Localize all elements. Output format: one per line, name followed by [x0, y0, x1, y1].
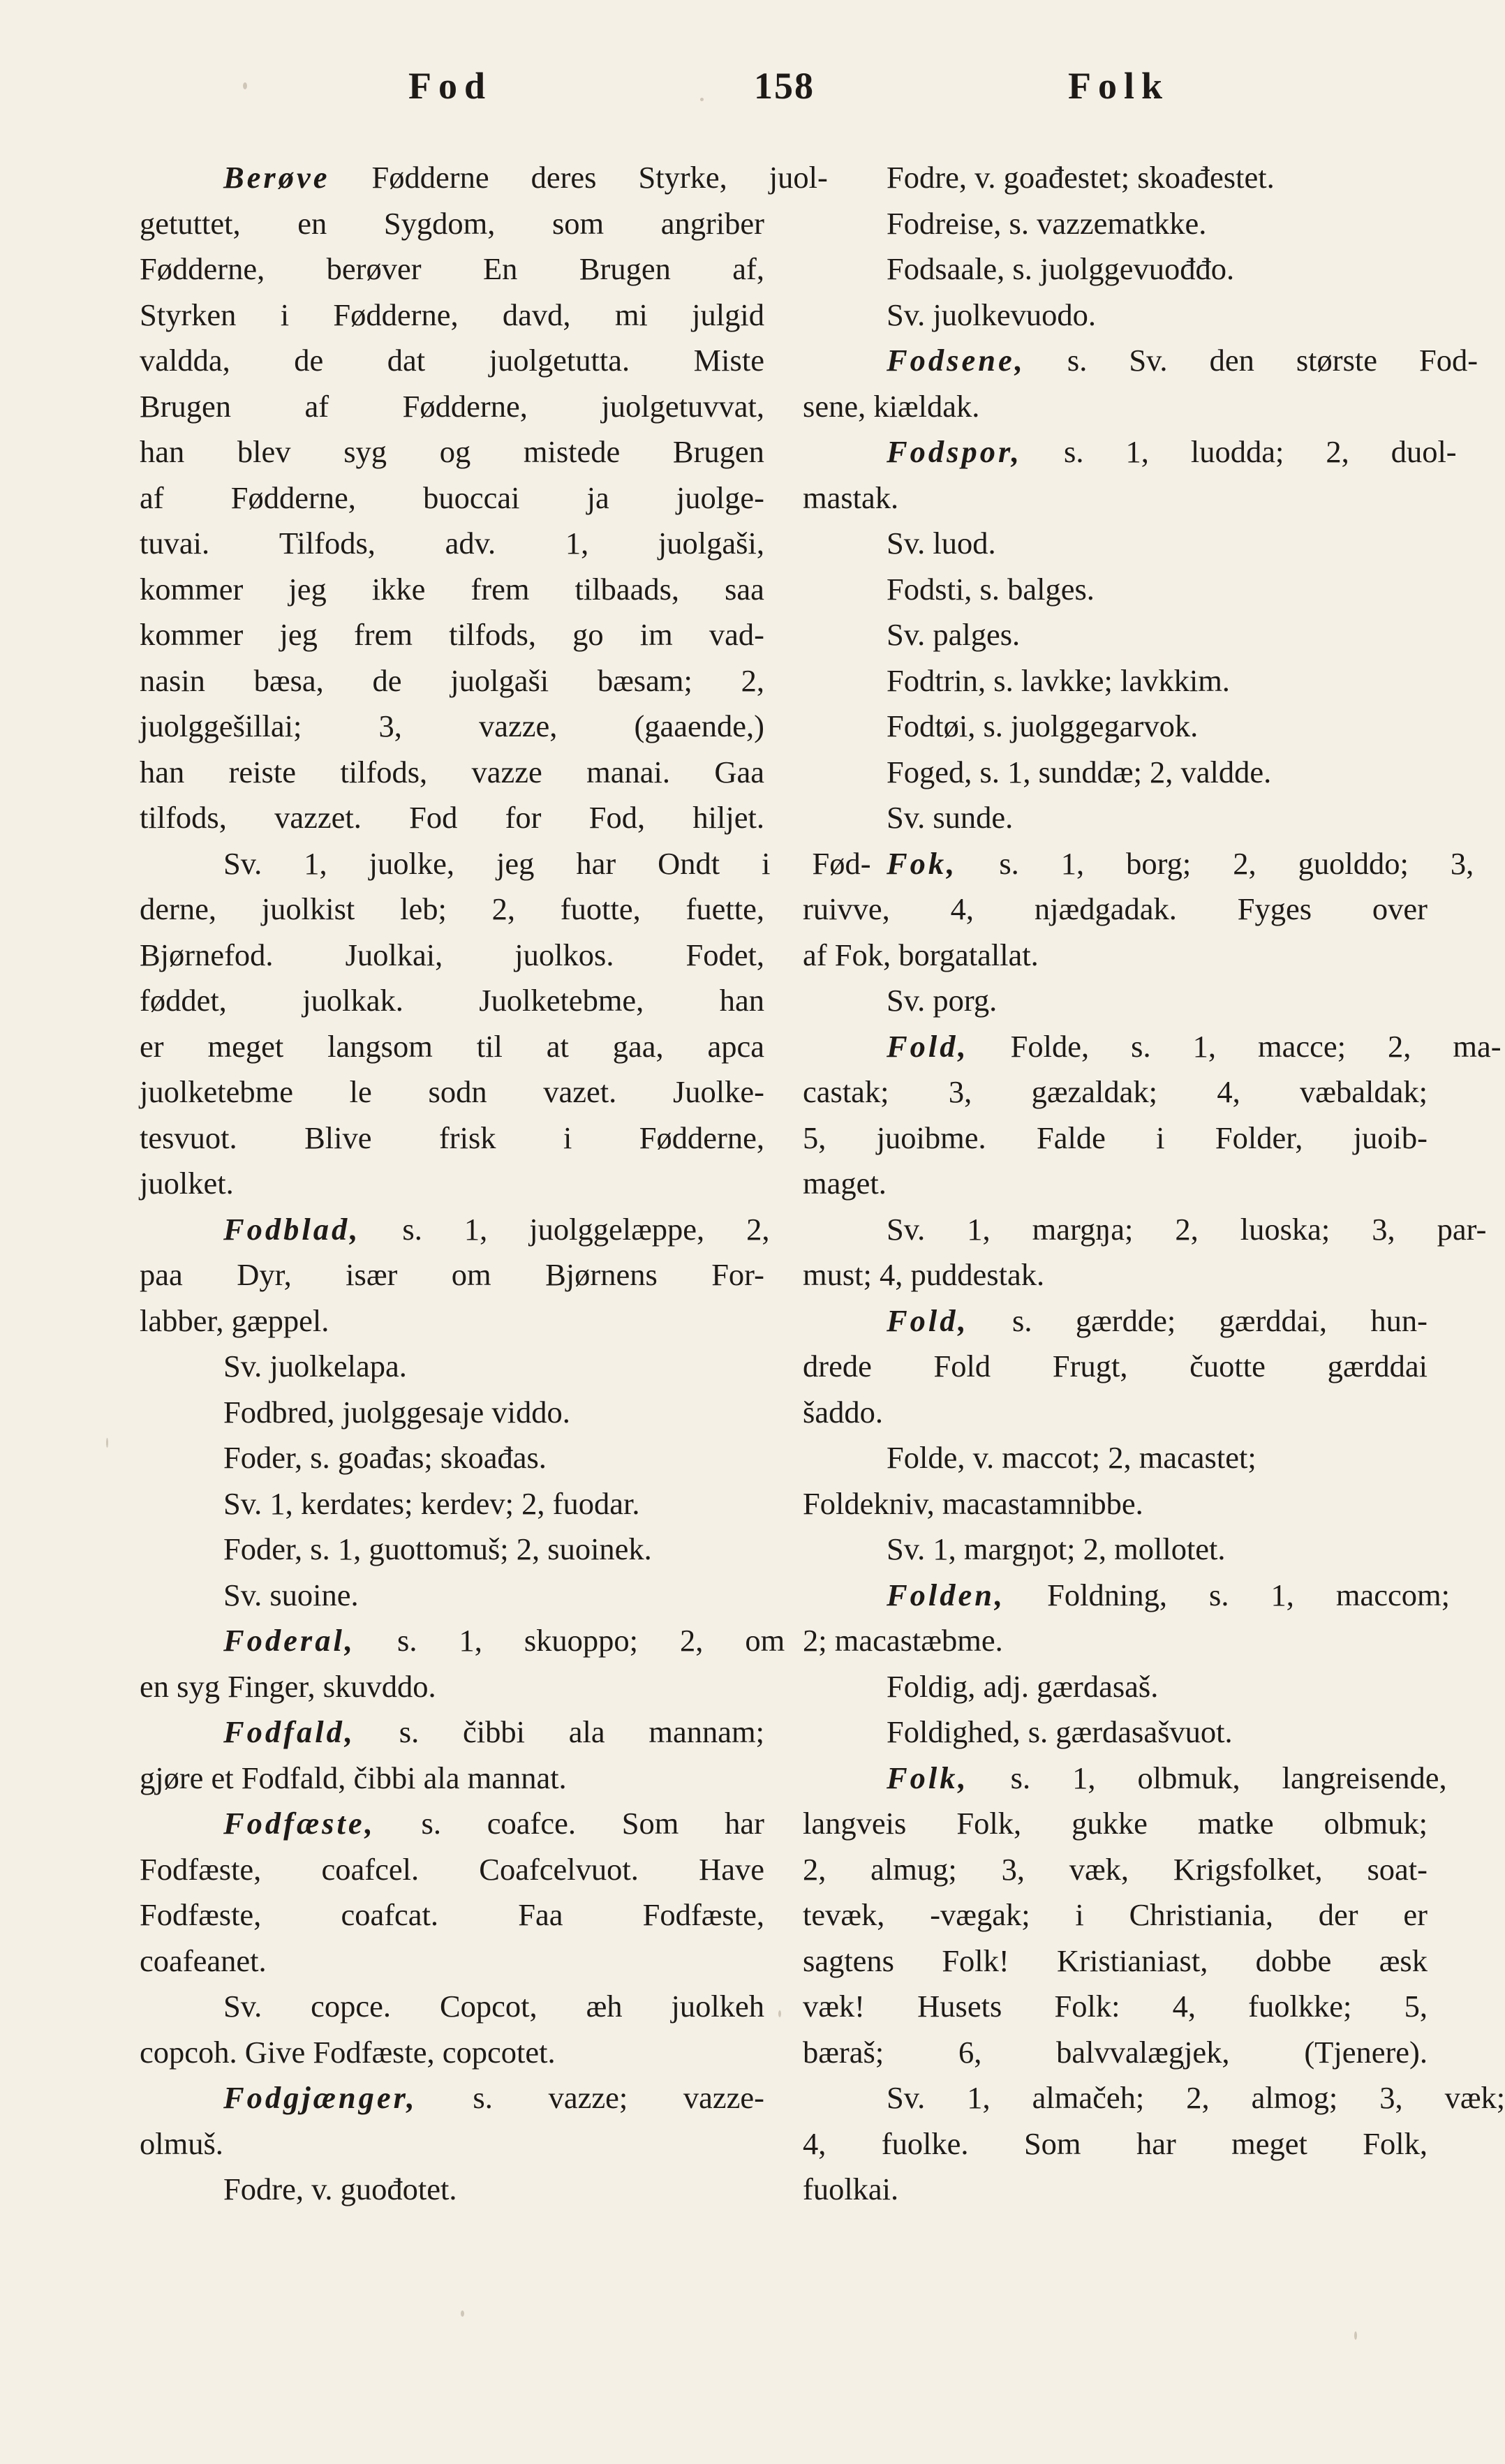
text-line: šaddo.: [803, 1394, 883, 1430]
text-line: juolket.: [140, 1166, 234, 1201]
text-line: Fodfæste, coafcel. Coafcelvuot. Have: [140, 1851, 764, 1887]
text-line: Sv. copce. Copcot, æh juolkeh: [223, 1989, 764, 2024]
text-line: han blev syg og mistede Brugen: [140, 434, 764, 469]
text-line: Sv. 1, margŋa; 2, luoska; 3, par-: [887, 1211, 1487, 1247]
text-line: han reiste tilfods, vazze manai. Gaa: [140, 754, 764, 789]
text-line: Fodre, v. goađestet; skoađestet.: [887, 160, 1275, 195]
text-line: kommer jeg ikke frem tilbaads, saa: [140, 571, 764, 607]
text-line: væk! Husets Folk: 4, fuolkke; 5,: [803, 1989, 1428, 2024]
text-line: derne, juolkist leb; 2, fuotte, fuette,: [140, 891, 764, 926]
text-line: Sv. luod.: [887, 526, 996, 561]
text-line: Fodreise, s. vazzematkke.: [887, 205, 1207, 241]
text-line: 5, juoibme. Falde i Folder, juoib-: [803, 1120, 1428, 1155]
text-line: tevæk, -vægak; i Christiania, der er: [803, 1897, 1428, 1932]
text-line: tuvai. Tilfods, adv. 1, juolgaši,: [140, 526, 764, 561]
text-line: Fodsaale, s. juolggevuođđo.: [887, 251, 1235, 286]
text-line: af Fødderne, buoccai ja juolge-: [140, 480, 764, 515]
text-line: getuttet, en Sygdom, som angriber: [140, 205, 764, 241]
text-line: Fodfald, s. čibbi ala mannam;: [223, 1714, 764, 1749]
text-line: Brugen af Fødderne, juolgetuvvat,: [140, 388, 764, 424]
text-line: must; 4, puddestak.: [803, 1257, 1045, 1292]
text-line: labber, gæppel.: [140, 1302, 329, 1338]
text-line: Sv. 1, almačeh; 2, almog; 3, væk;: [887, 2080, 1505, 2115]
text-line: Foder, s. 1, guottomuš; 2, suoinek.: [223, 1531, 652, 1566]
text-line: castak; 3, gæzaldak; 4, væbaldak;: [803, 1074, 1428, 1109]
text-line: juolketebme le sodn vazet. Juolke-: [140, 1074, 764, 1109]
text-line: Fodtrin, s. lavkke; lavkkim.: [887, 662, 1230, 698]
text-line: ruivve, 4, njædgadak. Fyges over: [803, 891, 1428, 926]
text-line: Foderal, s. 1, skuoppo; 2, om: [223, 1623, 785, 1658]
text-line: Fodbred, juolggesaje viddo.: [223, 1394, 570, 1430]
text-line: maget.: [803, 1166, 887, 1201]
text-line: Sv. suoine.: [223, 1577, 359, 1612]
text-line: Foged, s. 1, sunddæ; 2, valdde.: [887, 754, 1272, 789]
text-line: paa Dyr, især om Bjørnens For-: [140, 1257, 764, 1292]
text-line: føddet, juolkak. Juolketebme, han: [140, 983, 764, 1018]
text-line: Fold, s. gærdde; gærddai, hun-: [887, 1302, 1428, 1338]
text-line: Styrken i Fødderne, davd, mi julgid: [140, 297, 764, 332]
text-line: Foldighed, s. gærdasašvuot.: [887, 1714, 1233, 1749]
text-line: Fødderne, berøver En Brugen af,: [140, 251, 764, 286]
text-line: fuolkai.: [803, 2172, 899, 2206]
text-line: coafeanet.: [140, 1943, 267, 1978]
text-line: en syg Finger, skuvddo.: [140, 1668, 436, 1704]
text-line: Fok, s. 1, borg; 2, guolddo; 3,: [887, 845, 1474, 881]
text-line: Sv. sunde.: [887, 800, 1014, 835]
text-line: tesvuot. Blive frisk i Fødderne,: [140, 1120, 764, 1155]
text-line: sene, kiældak.: [803, 388, 980, 424]
text-line: Berøve Fødderne deres Styrke, juol-: [223, 160, 828, 195]
text-line: Fodfæste, coafcat. Faa Fodfæste,: [140, 1897, 764, 1932]
text-line: Fodfæste, s. coafce. Som har: [223, 1806, 764, 1841]
text-line: copcoh. Give Fodfæste, copcotet.: [140, 2034, 556, 2070]
right-column: [803, 155, 1505, 2213]
text-line: af Fok, borgatallat.: [803, 937, 1039, 972]
text-line: kommer jeg frem tilfods, go im vad-: [140, 617, 764, 652]
text-line: drede Fold Frugt, čuotte gærddai: [803, 1349, 1428, 1383]
header-left-guideword: Fod: [408, 65, 493, 107]
text-line: Folk, s. 1, olbmuk, langreisende,: [887, 1760, 1447, 1795]
text-line: er meget langsom til at gaa, apca: [140, 1028, 764, 1064]
text-line: Fold, Folde, s. 1, macce; 2, ma-: [887, 1028, 1502, 1064]
text-line: Fodspor, s. 1, luodda; 2, duol-: [887, 434, 1457, 469]
text-line: sagtens Folk! Kristianiast, dobbe æsk: [803, 1943, 1428, 1978]
text-line: Bjørnefod. Juolkai, juolkos. Fodet,: [140, 937, 764, 972]
text-line: Fodre, v. guođotet.: [223, 2172, 457, 2206]
page-header: [140, 64, 1337, 120]
text-line: Sv. porg.: [887, 983, 998, 1018]
text-line: Fodsti, s. balges.: [887, 571, 1095, 607]
text-line: Fodblad, s. 1, juolggelæppe, 2,: [223, 1211, 770, 1247]
text-line: Sv. 1, kerdates; kerdev; 2, fuodar.: [223, 1485, 640, 1521]
text-line: Folde, v. maccot; 2, macastet;: [887, 1440, 1256, 1475]
text-line: langveis Folk, gukke matke olbmuk;: [803, 1806, 1428, 1841]
text-line: mastak.: [803, 480, 899, 515]
text-line: 2, almug; 3, væk, Krigsfolket, soat-: [803, 1851, 1428, 1887]
text-line: Fodtøi, s. juolggegarvok.: [887, 708, 1199, 743]
text-line: tilfods, vazzet. Fod for Fod, hiljet.: [140, 800, 764, 835]
page-number: 158: [754, 65, 815, 107]
text-line: Foldekniv, macastamnibbe.: [803, 1485, 1143, 1521]
text-line: Fodgjænger, s. vazze; vazze-: [223, 2080, 764, 2115]
text-line: Sv. palges.: [887, 617, 1021, 652]
text-line: Sv. 1, margŋot; 2, mollotet.: [887, 1531, 1226, 1566]
text-line: 4, fuolke. Som har meget Folk,: [803, 2125, 1428, 2161]
text-line: 2; macastæbme.: [803, 1623, 1003, 1658]
text-line: Sv. 1, juolke, jeg har Ondt i Fød-: [223, 845, 871, 881]
text-line: Sv. juolkevuodo.: [887, 297, 1096, 332]
header-right-guideword: Folk: [1068, 65, 1170, 107]
text-line: gjøre et Fodfald, čibbi ala mannat.: [140, 1760, 567, 1795]
text-line: Foldig, adj. gærdasaš.: [887, 1668, 1159, 1704]
text-line: bæraš; 6, balvvalægjek, (Tjenere).: [803, 2034, 1428, 2070]
text-line: Foder, s. goađas; skoađas.: [223, 1440, 547, 1475]
text-line: Sv. juolkelapa.: [223, 1349, 407, 1383]
text-line: juolggešillai; 3, vazze, (gaaende,): [140, 708, 764, 743]
text-line: valdda, de dat juolgetutta. Miste: [140, 343, 764, 378]
text-line: Fodsene, s. Sv. den største Fod-: [887, 343, 1478, 378]
text-line: olmuš.: [140, 2125, 223, 2161]
text-line: nasin bæsa, de juolgaši bæsam; 2,: [140, 662, 764, 698]
text-line: Folden, Foldning, s. 1, maccom;: [887, 1577, 1450, 1612]
